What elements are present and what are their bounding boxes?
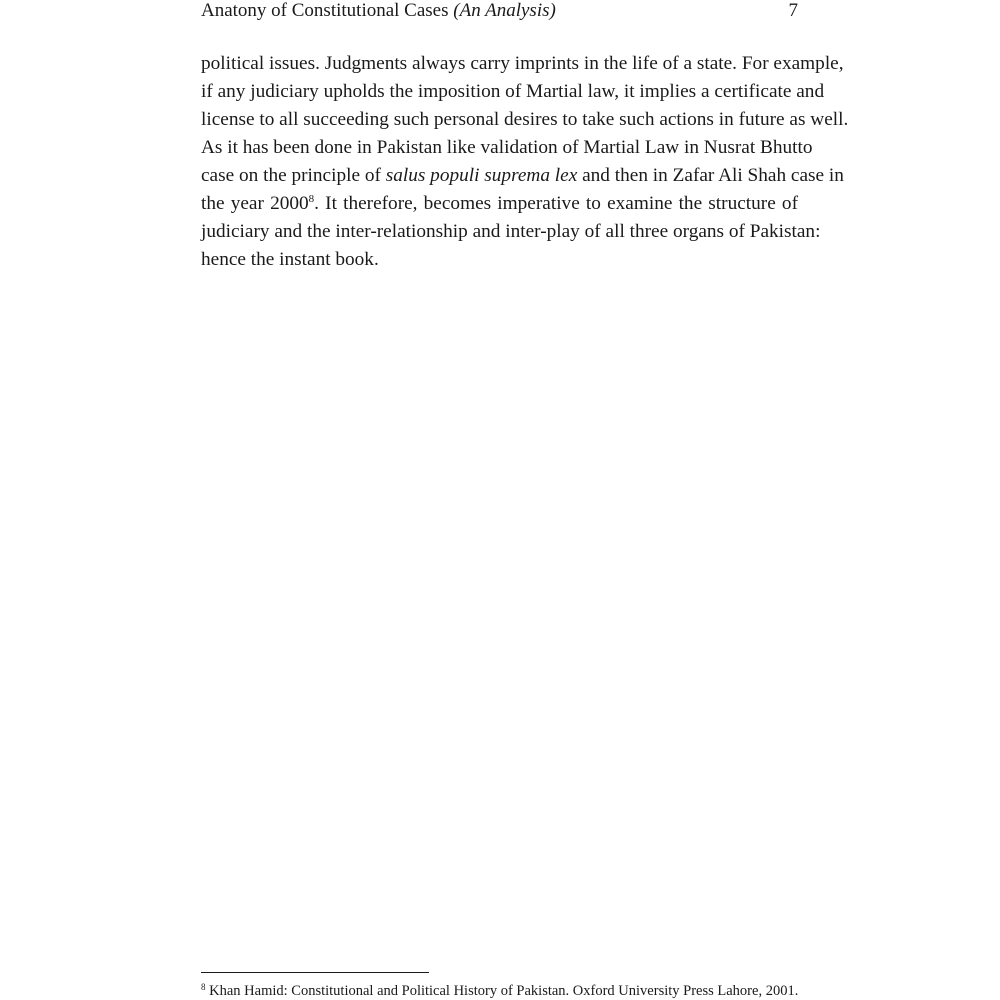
running-head (201, 0, 798, 24)
book-title: Anatony of Constitutional Cases (201, 0, 449, 21)
text-line-8: hence the instant book. (201, 249, 379, 270)
page-number: 7 (788, 0, 798, 21)
footnote-reference: 8 (308, 193, 315, 205)
text-line-1: political issues. Judgments always carry imprints in the life of a state. For example, (201, 53, 844, 74)
text-line-6-end: . It therefore, becomes imperative to examine the structure of (314, 193, 798, 214)
book-subtitle: (An Analysis) (453, 0, 556, 21)
footnote (201, 983, 798, 1000)
running-head-title (201, 0, 556, 22)
text-line-3: license to all succeeding such personal desires to take such actions in future as well. (201, 109, 849, 130)
text-line-5 (201, 162, 844, 190)
text-line-5-end: and then in Zafar Ali Shah case in (582, 165, 844, 186)
body-paragraph (201, 50, 849, 274)
latin-maxim: salus populi suprema lex (385, 165, 578, 186)
footnote-text: Khan Hamid: Constitutional and Political History of Pakistan. Oxford University Press Lahore, 2001. (209, 983, 799, 999)
text-line-4: As it has been done in Pakistan like validation of Martial Law in Nusrat Bhutto (201, 137, 813, 158)
text-line-6-start: the year 2000 (201, 193, 309, 214)
footnote-divider (201, 972, 429, 973)
text-line-2: if any judiciary upholds the imposition of Martial law, it implies a certificate and (201, 81, 825, 102)
footnote-marker: 8 (201, 982, 206, 992)
text-line-6 (201, 190, 798, 218)
text-line-5-start: case on the principle of (201, 165, 381, 186)
text-line-7: judiciary and the inter-relationship and inter-play of all three organs of Pakistan: (201, 221, 821, 242)
